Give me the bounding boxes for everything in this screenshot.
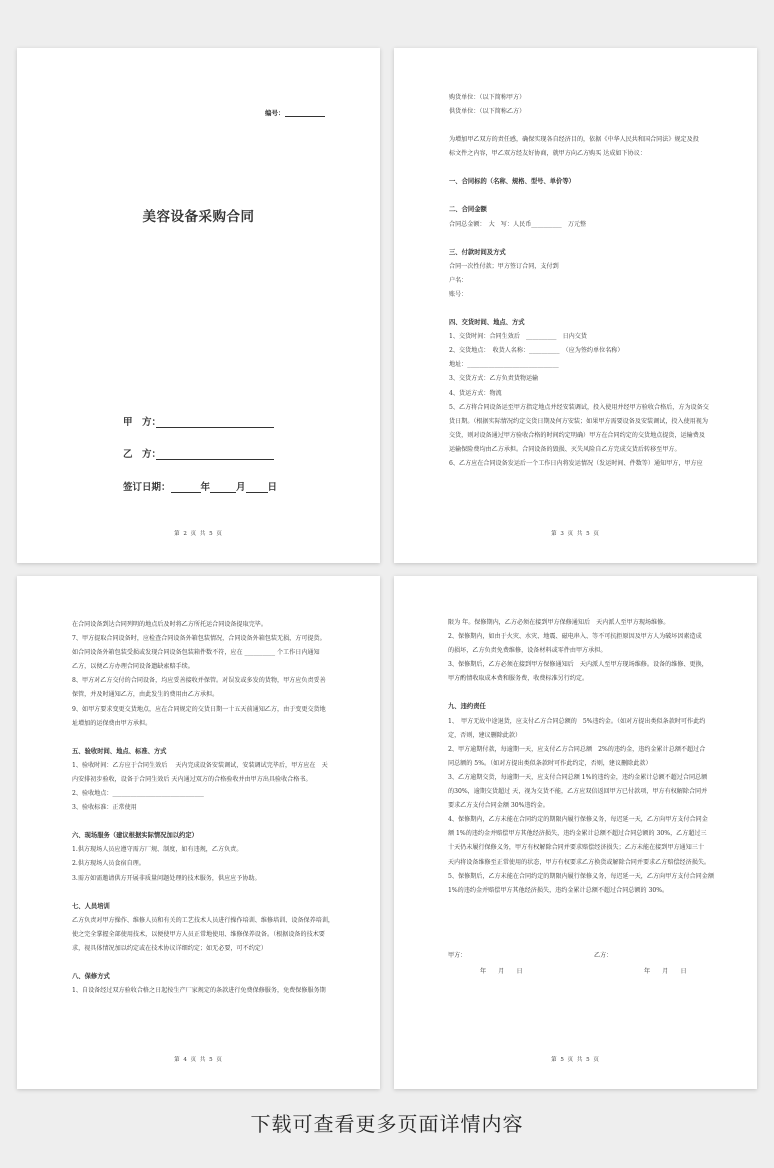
body-text-line: 交货，则对设备通过甲方验收合格的时间约定明确）甲方在合同约定的交货地点提货，运输费及 xyxy=(449,431,705,439)
body-text-line: 定，否则，建议删除此款） xyxy=(448,731,522,739)
year-label: 年 xyxy=(200,482,211,493)
body-text-line: 1、自设备经过双方验收合格之日起按生产厂家规定的条款进行免费保修服务，免费保修服务期 xyxy=(72,987,326,995)
paragraph-gap xyxy=(72,815,362,829)
body-text-line: 货日期。（根据实际情况约定交货日期及何方安装；如果甲方需要设备及安装调试，投入使用视为 xyxy=(449,417,708,425)
sign-a-date: 年 月 日 xyxy=(480,968,523,975)
body-text-line: 2、甲方逾期付款，每逾期一天，应支付乙方合同总额 2%的违约金，违约金累计总额不超过合 xyxy=(448,745,706,753)
body-text-line: 如合同设备外箱包装受损或发现合同设备包装箱件数不符，应在 __________ 个工作日内通知 xyxy=(72,649,320,657)
page-body xyxy=(72,618,362,998)
paragraph-gap xyxy=(449,189,739,203)
body-text-line: 运输保险费均由乙方承担。合同设备的毁损、灭失风险自乙方完成交货后转移至甲方。 xyxy=(449,445,681,453)
body-text-line: 供货单位：（以下简称乙方） xyxy=(449,108,526,116)
section-heading: 一、合同标的（名称、规格、型号、单价等） xyxy=(449,178,575,186)
body-text-line: 8、甲方对乙方交付的合同设备，均应妥善接收并保管。对误发或多发的货物，甲方应负责妥善 xyxy=(72,677,326,685)
body-text-line: 1、 甲方无故中途退货，应支付乙方合同总额的 5%违约金。（如对方提出类似条款时可作此约 xyxy=(448,717,706,725)
sign-date-label: 签订日期： xyxy=(123,482,171,493)
day-blank xyxy=(246,482,268,493)
year-blank xyxy=(171,482,201,493)
body-text-line: 6、乙方应在合同设备发运后一个工作日内将发运情况（发运时间、件数等）通知甲方，甲方应 xyxy=(449,459,703,467)
paragraph-gap xyxy=(449,232,739,246)
body-text-line: 地址：______________________________ xyxy=(449,361,559,369)
body-text-line: 2.供方现场人员食宿自理。 xyxy=(72,860,145,868)
body-text-line: 购货单位：（以下简称甲方） xyxy=(449,94,526,101)
body-text-line: 要求乙方支付合同金额 30%违约金。 xyxy=(448,802,549,810)
body-text-line: 在合同设备到达合同列明的地点后及时将乙方所托运合同设备提取完毕。 xyxy=(72,621,267,628)
body-text-line: 2、交货地点： 收货人名称：__________ （应为签约单位名称） xyxy=(449,347,624,355)
page-body xyxy=(449,91,739,471)
paragraph-gap xyxy=(72,731,362,745)
contract-number-label: 编号： xyxy=(265,109,285,117)
page-body xyxy=(448,616,743,898)
paragraph-gap xyxy=(72,886,362,900)
section-heading: 八、保修方式 xyxy=(72,972,110,980)
body-text-line: 的损坏，乙方负责免费维修，设备材料或零件由甲方承担。 xyxy=(448,647,607,655)
body-text-line: 保管，并及时通知乙方，由此发生的费用由乙方承担。 xyxy=(72,691,219,699)
body-text-line: 求，视具体情况加以约定或在技术协议详细约定；如无必要，可不约定） xyxy=(72,944,267,952)
body-text-line: 3.需方如需邀请供方开展非质量问题处理的技术服务，供应应予协助。 xyxy=(72,874,261,882)
page-number: 第 4 页 共 5 页 xyxy=(174,1057,223,1063)
paragraph-gap xyxy=(72,956,362,970)
body-text-line: 甲方酌情收取成本费和服务费，收费标准另行约定。 xyxy=(448,675,589,683)
sign-a-label: 甲方： xyxy=(448,952,467,959)
section-heading: 四、交货时间、地点、方式 xyxy=(449,319,525,327)
body-text-line: 1.供方现场人员应遵守需方厂规、制度，如有违规，乙方负责。 xyxy=(72,846,243,854)
contract-page-4 xyxy=(17,576,380,1089)
body-text-line: 使之完全掌握全部使用技术，以便使甲方人员正常地使用、维修保养设备。（根据设备的技术要 xyxy=(72,930,325,938)
body-text-line: 内安排初步验收，设备于合同生效后 天内通过双方的合格验收并由甲方出具验收合格书。 xyxy=(72,775,312,783)
month-blank xyxy=(210,482,236,493)
body-text-line: 乙方，以便乙方办理合同设备遗缺索赔手续。 xyxy=(72,663,194,671)
body-text-line: 7、甲方提取合同设备时，应检查合同设备外箱包装情况，合同设备外箱包装无损，方可提货。 xyxy=(72,635,326,643)
section-heading: 二、合同金额 xyxy=(449,206,487,214)
contract-page-3 xyxy=(394,48,757,563)
contract-page-cover xyxy=(17,48,380,563)
body-text-line: 合同一次性付款；甲方签订合同，支付到 xyxy=(449,262,559,270)
body-text-line: 3、交货方式：乙方负责货物运输 xyxy=(449,375,539,383)
party-a-blank xyxy=(156,417,274,428)
body-text-line: 十天仍未履行保修义务，甲方有权解除合同并要求赔偿经济损失；乙方未能在接到甲方通知三十 xyxy=(448,844,704,852)
body-text-line: 2、验收地点：______________________________ xyxy=(72,790,204,798)
paragraph-gap xyxy=(449,302,739,316)
body-text-line: 同总额的 5%。（如对方提出类似条款时可作此约定，否则，建议删除此款） xyxy=(448,759,652,767)
day-label: 日 xyxy=(267,482,278,493)
body-text-line: 5、乙方将合同设备运至甲方指定地点并经安装调试，投入使用并经甲方验收合格后，方为设备交 xyxy=(449,403,709,411)
contract-title: 美容设备采购合同 xyxy=(142,209,255,225)
contract-number-blank xyxy=(285,109,325,117)
body-text-line: 5、保修期后，乙方未能在合同约定的期限内履行保修义务，每迟延一天，乙方向甲方支付合同金额 xyxy=(448,872,714,880)
body-text-line: 1、交货时间：合同生效后 __________ 日内交货 xyxy=(449,333,587,341)
body-text-line: 合同总金额： 大 写：人民币__________ 万元整 xyxy=(449,220,587,228)
party-b-blank xyxy=(156,449,274,460)
section-heading: 六、现场服务（建议根据实际情况加以约定） xyxy=(72,832,198,840)
body-text-line: 额 1%的违约金并赔偿甲方其他经济损失，违约金累计总额不超过合同总额的 30%，乙方超过三 xyxy=(448,830,707,838)
body-text-line: 3、验收标准：正常使用 xyxy=(72,804,137,812)
sign-b-date: 年 月 日 xyxy=(644,968,687,975)
sign-b-label: 乙方： xyxy=(594,952,613,959)
sign-date-field xyxy=(123,479,277,493)
body-text-line: 9、如甲方要求变更交货地点，应在合同规定的交货日期一十五天前通知乙方，由于变更交货地 xyxy=(72,705,326,713)
contract-number-field xyxy=(265,108,325,117)
paragraph-gap xyxy=(448,686,743,700)
body-text-line: 1、验收时间：乙方应于合同生效后 天内完成设备安装调试，安装调试完毕后，甲方应在 天 xyxy=(72,761,328,769)
body-text-line: 2、保修期内，如由于火灾、水灾、地震、磁电串入、等不可抗拒原因及甲方人为破坏因素造成 xyxy=(448,633,702,641)
section-heading: 七、人员培训 xyxy=(72,902,110,910)
contract-page-5 xyxy=(394,576,757,1089)
section-heading: 五、验收时间、地点、标准、方式 xyxy=(72,747,167,755)
body-text-line: 4、货运方式：物流 xyxy=(449,389,502,397)
body-text-line: 乙方负责对甲方操作、维修人员和有关的工艺技术人员进行操作培训、维修培训、设备保养培训， xyxy=(72,916,335,924)
paragraph-gap xyxy=(449,161,739,175)
body-text-line: 3、乙方逾期交货，每逾期一天，应支付合同总额 1%的违约金，违约金累计总额不超过合同总额 xyxy=(448,773,708,781)
body-text-line: 1%的违约金并赔偿甲方其他经济损失，违约金累计总额不超过合同总额的 30%。 xyxy=(448,886,669,894)
body-text-line: 3、保修期后，乙方必须在接到甲方保修通知后 天内派人至甲方现场维修。设备的维修、更换， xyxy=(448,661,708,669)
page-number: 第 5 页 共 5 页 xyxy=(551,1057,600,1063)
section-heading: 九、违约责任 xyxy=(448,703,486,711)
body-text-line: 址增加的运保费由甲方承担。 xyxy=(72,719,152,727)
paragraph-gap xyxy=(449,119,739,133)
page-number: 第 3 页 共 5 页 xyxy=(551,531,600,537)
party-b-field xyxy=(123,446,274,460)
party-a-field xyxy=(123,414,274,428)
body-text-line: 限为 年。保修期内，乙方必须在接到甲方保修通知后 天内派人至甲方现场维修。 xyxy=(448,619,670,626)
party-a-label: 甲 方： xyxy=(123,417,162,428)
body-text-line: 4、保修期内，乙方未能在合同约定的期限内履行保修义务，每迟延一天，乙方向甲方支付合同金 xyxy=(448,816,708,824)
body-text-line: 户名： xyxy=(449,276,468,284)
body-text-line: 为增加甲乙双方的责任感，确保实现各自经济目的，依据《中华人民共和国合同法》规定及投 xyxy=(449,136,699,144)
download-more-caption: 下载可查看更多页面详情内容 xyxy=(250,1112,524,1136)
section-heading: 三、付款时间及方式 xyxy=(449,248,506,256)
month-label: 月 xyxy=(236,482,246,493)
body-text-line: 标文件之内容，甲乙双方经友好协商，就甲方向乙方购买 达成如下协议： xyxy=(449,150,646,158)
body-text-line: 账号： xyxy=(449,290,468,298)
body-text-line: 天内将设备维修至正常使用的状态，甲方有权要求乙方换货或解除合同并要求乙方赔偿经济损失。 xyxy=(448,858,711,866)
page-number: 第 2 页 共 5 页 xyxy=(174,531,223,537)
body-text-line: 的30%，逾期交货超过 天，视为交货不能，乙方应双倍返回甲方已付款项，甲方有权解除合同并 xyxy=(448,788,708,796)
party-b-label: 乙 方： xyxy=(123,449,162,460)
